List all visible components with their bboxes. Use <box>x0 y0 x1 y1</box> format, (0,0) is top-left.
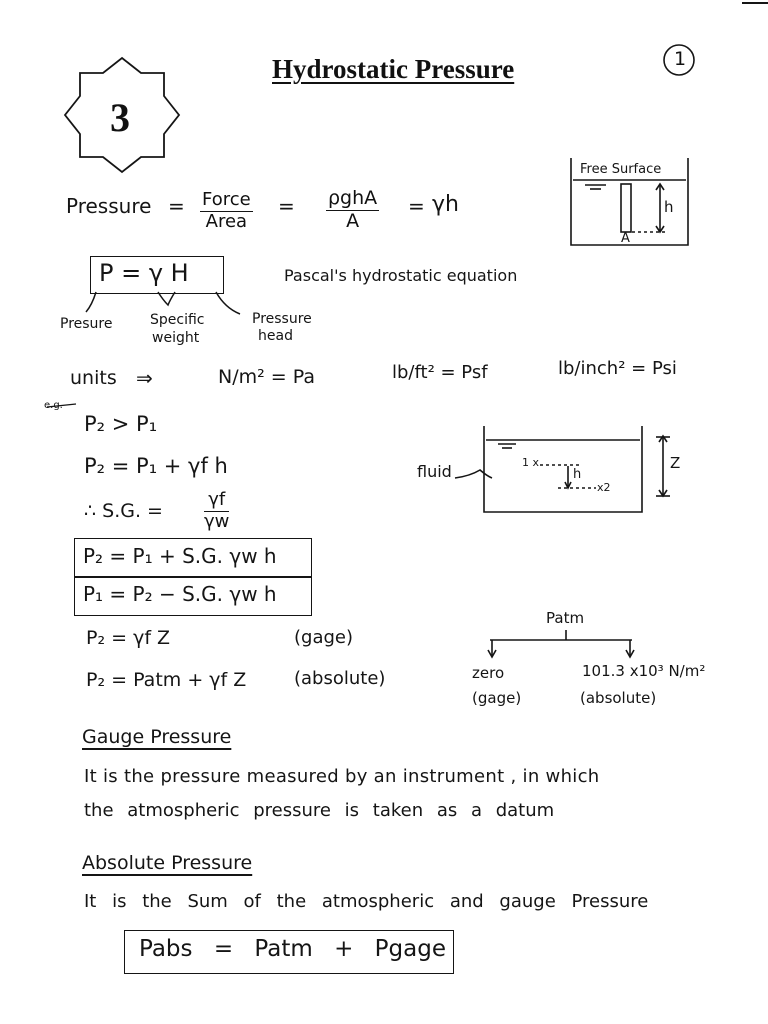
patm-gage: (gage) <box>472 689 522 707</box>
units-arrow: ⇒ <box>136 366 153 390</box>
p1-box <box>74 576 312 616</box>
eq1: = <box>168 194 185 218</box>
sg-prefix: ∴ S.G. = <box>84 500 163 522</box>
pascal-label: Pascal's hydrostatic equation <box>284 266 518 285</box>
h-label: h <box>573 467 582 482</box>
pressure-lhs: Pressure <box>66 194 152 218</box>
example-line1: P₂ > P₁ <box>84 412 158 436</box>
annot-pressure-head-1: Pressure <box>252 311 312 327</box>
A-den-text: A <box>346 209 360 232</box>
pascal-equation: P = γ H <box>99 259 189 287</box>
force-text: Force <box>202 189 251 210</box>
free-surface-A: A <box>621 231 630 246</box>
absolute-line1: It is the Sum of the atmospheric and gauge Pressure <box>84 891 649 912</box>
Z-label: Z <box>670 454 681 472</box>
sg-fraction <box>204 490 229 532</box>
pascal-annotations <box>86 292 240 314</box>
sg-den: γw <box>204 510 230 532</box>
absolute-heading: Absolute Pressure <box>82 852 253 874</box>
patm-value: 101.3 x10³ N/m² <box>582 662 706 680</box>
example-line2: P₂ = P₁ + γf h <box>84 454 228 478</box>
chapter-number: 3 <box>110 95 130 140</box>
page-title: Hydrostatic Pressure <box>272 54 515 84</box>
eq3: = <box>408 194 425 218</box>
gauge-line1: It is the pressure measured by an instrument , in which <box>84 766 600 787</box>
abs-tag: (absolute) <box>294 668 386 689</box>
p1-box-eq: P₁ = P₂ − S.G. γw h <box>83 582 277 606</box>
point1-label: 1 x <box>522 456 540 469</box>
units-psf: lb/ft² = Psf <box>392 362 488 383</box>
fluid-label: fluid <box>417 462 452 481</box>
patm-zero: zero <box>472 664 505 682</box>
units-si: N/m² = Pa <box>218 366 315 388</box>
gamma-h: γh <box>432 192 459 217</box>
annot-pressure-head-2: head <box>258 328 293 344</box>
rghA-fraction <box>326 188 379 233</box>
free-surface-label: Free Surface <box>580 162 662 177</box>
annot-specific: Specific <box>150 312 205 328</box>
patm-tree <box>488 630 634 657</box>
pascal-equation-box <box>90 256 224 294</box>
p2-box-eq: P₂ = P₁ + S.G. γw h <box>83 544 277 568</box>
area-text: Area <box>205 210 248 232</box>
p2-box <box>74 538 312 578</box>
pabs-box <box>124 930 454 974</box>
annot-pressure: Presure <box>60 316 113 332</box>
force-area-fraction <box>200 190 253 232</box>
units-psi: lb/inch² = Psi <box>558 358 677 379</box>
pabs-equation: Pabs = Patm + Pgage <box>139 936 446 962</box>
annot-weight: weight <box>152 330 200 346</box>
sg-num: γf <box>204 490 229 512</box>
abs-eq: P₂ = Patm + γf Z <box>86 669 247 691</box>
gauge-heading: Gauge Pressure <box>82 726 232 748</box>
free-surface-h: h <box>664 198 674 216</box>
patm-root: Patm <box>546 609 585 627</box>
tank-figure <box>455 426 670 512</box>
page-number: 1 <box>674 48 687 70</box>
eq2: = <box>278 194 295 218</box>
point2-label: x2 <box>597 481 611 494</box>
eg-tag: e.g. <box>44 400 63 411</box>
gage-eq: P₂ = γf Z <box>86 627 171 649</box>
units-label: units <box>70 367 117 389</box>
gauge-line2: the atmospheric pressure is taken as a datum <box>84 800 555 821</box>
patm-absolute: (absolute) <box>580 689 657 707</box>
gage-tag: (gage) <box>294 627 354 648</box>
rghA-text: ρghA <box>328 187 378 209</box>
